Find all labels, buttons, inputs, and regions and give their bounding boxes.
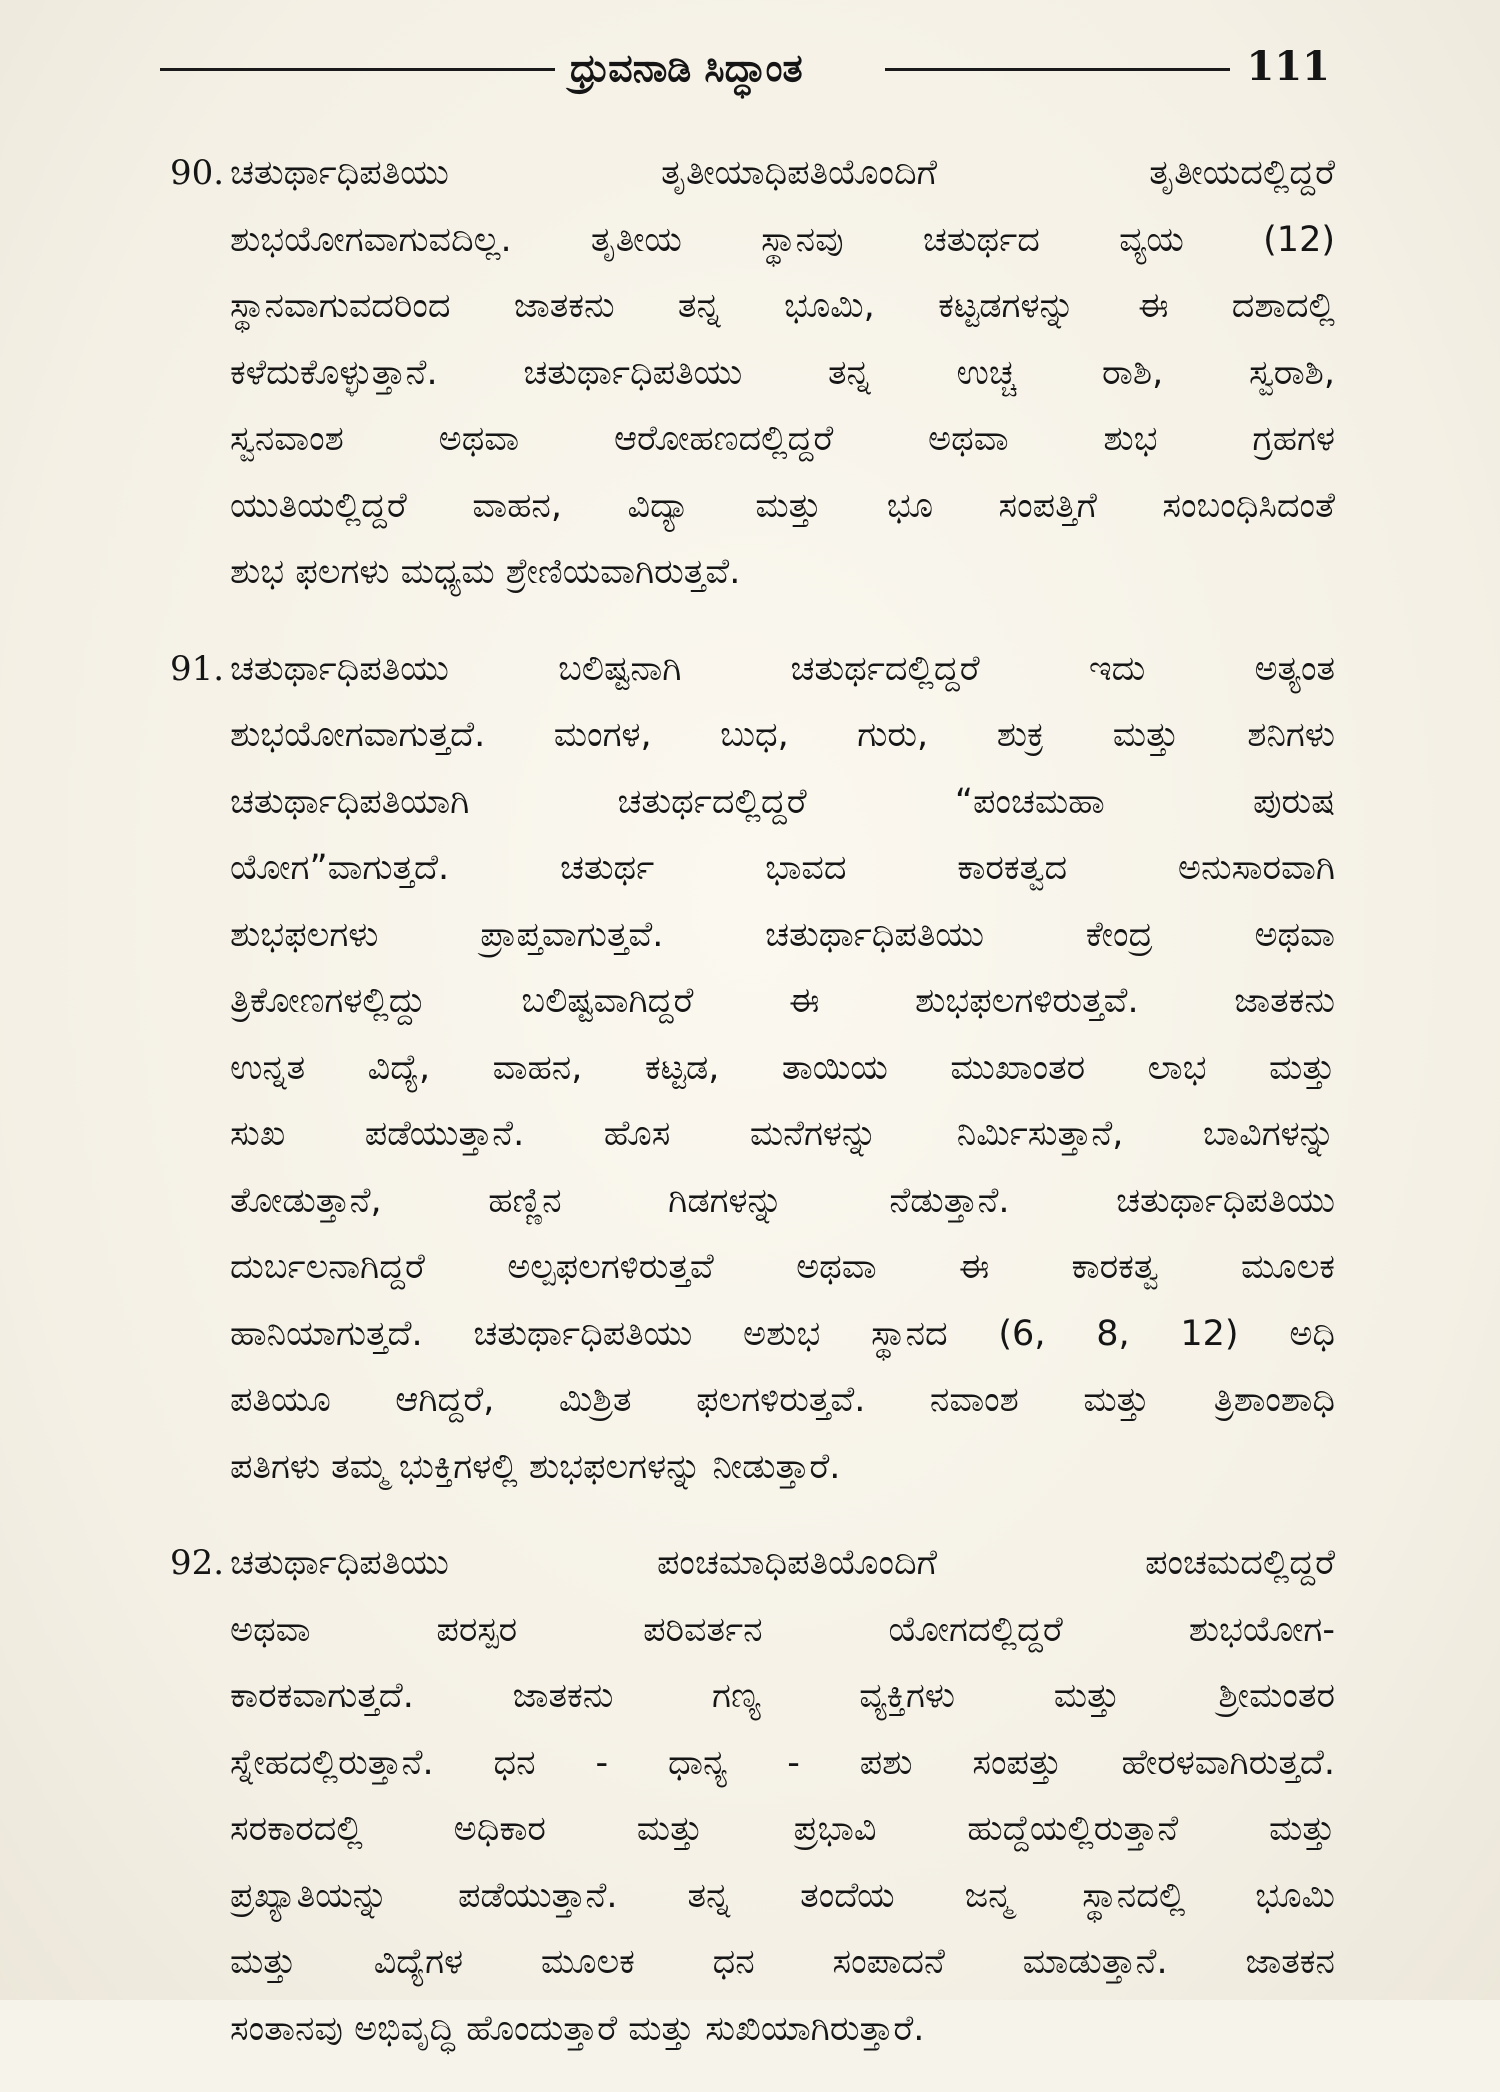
text-line: ಯುತಿಯಲ್ಲಿದ್ದರೆ ವಾಹನ, ವಿದ್ಯಾ ಮತ್ತು ಭೂ ಸಂಪತ್ತಿಗೆ ಸಂಬಂಧಿಸಿದಂತೆ [230,485,1335,526]
text-line: ಶುಭ ಫಲಗಳು ಮಧ್ಯಮ ಶ್ರೇಣಿಯವಾಗಿರುತ್ತವೆ. [230,552,741,592]
text-line: ಸ್ವನವಾಂಶ ಅಥವಾ ಆರೋಹಣದಲ್ಲಿದ್ದರೆ ಅಥವಾ ಶುಭ ಗ್ರಹಗಳ [230,419,1335,459]
text-line: ಶುಭಯೋಗವಾಗುತ್ತದೆ. ಮಂಗಳ, ಬುಧ, ಗುರು, ಶುಕ್ರ ಮತ್ತು ಶನಿಗಳು [230,715,1335,755]
text-line: ಅಥವಾ ಪರಸ್ಪರ ಪರಿವರ್ತನ ಯೋಗದಲ್ಲಿದ್ದರೆ ಶುಭಯೋಗ- [230,1609,1335,1650]
text-line: ಶುಭಯೋಗವಾಗುವದಿಲ್ಲ. ತೃತೀಯ ಸ್ಥಾನವು ಚತುರ್ಥದ ವ್ಯಯ (12) [230,219,1335,260]
text-line: ತೋಡುತ್ತಾನೆ, ಹಣ್ಣಿನ ಗಿಡಗಳನ್ನು ನೆಡುತ್ತಾನೆ. ಚತುರ್ಥಾಧಿಪತಿಯು [230,1180,1335,1221]
running-title: ಧ್ರುವನಾಡಿ ಸಿದ್ಧಾಂತ [570,46,803,90]
text-line: ಚತುರ್ಥಾಧಿಪತಿಯು ಪಂಚಮಾಧಿಪತಿಯೊಂದಿಗೆ ಪಂಚಮದಲ್ಲಿದ್ದರೆ [230,1543,1335,1583]
page-header [160,38,1330,98]
text-line: ಸರಕಾರದಲ್ಲಿ ಅಧಿಕಾರ ಮತ್ತು ಪ್ರಭಾವಿ ಹುದ್ದೆಯಲ್ಲಿರುತ್ತಾನೆ ಮತ್ತು [230,1809,1335,1849]
paragraph-number: 91. [170,648,225,689]
text-line: ಕಳೆದುಕೊಳ್ಳುತ್ತಾನೆ. ಚತುರ್ಥಾಧಿಪತಿಯು ತನ್ನ ಉಚ್ಚ ರಾಶಿ, ಸ್ವರಾಶಿ, [230,352,1335,393]
paragraph-number: 90. [170,153,225,193]
paragraph-number: 92. [170,1543,225,1583]
text-line: ಸ್ನೇಹದಲ್ಲಿರುತ್ತಾನೆ. ಧನ - ಧಾನ್ಯ - ಪಶು ಸಂಪತ್ತು ಹೇರಳವಾಗಿರುತ್ತದೆ. [230,1742,1335,1783]
text-line: ತ್ರಿಕೋಣಗಳಲ್ಲಿದ್ದು ಬಲಿಷ್ಟವಾಗಿದ್ದರೆ ಈ ಶುಭಫಲಗಳಿರುತ್ತವೆ. ಜಾತಕನು [230,981,1335,1021]
text-line: ದುರ್ಬಲನಾಗಿದ್ದರೆ ಅಲ್ಪಫಲಗಳಿರುತ್ತವೆ ಅಥವಾ ಈ ಕಾರಕತ್ವ ಮೂಲಕ [230,1247,1335,1287]
text-line: ಪತಿಗಳು ತಮ್ಮ ಭುಕ್ತಿಗಳಲ್ಲಿ ಶುಭಫಲಗಳನ್ನು ನೀಡುತ್ತಾರೆ. [230,1446,841,1487]
text-line: ಸುಖ ಪಡೆಯುತ್ತಾನೆ. ಹೊಸ ಮನೆಗಳನ್ನು ನಿರ್ಮಿಸುತ್ತಾನೆ, ಬಾವಿಗಳನ್ನು [230,1114,1335,1154]
paragraph-92 [170,1530,1335,2062]
text-line: ಚತುರ್ಥಾಧಿಪತಿಯಾಗಿ ಚತುರ್ಥದಲ್ಲಿದ್ದರೆ “ಪಂಚಮಹಾ ಪುರುಷ [230,781,1335,822]
header-rule-right [885,68,1230,71]
text-line: ಉನ್ನತ ವಿದ್ಯೆ, ವಾಹನ, ಕಟ್ಟಡ, ತಾಯಿಯ ಮುಖಾಂತರ ಲಾಭ ಮತ್ತು [230,1047,1335,1088]
text-line: ಚತುರ್ಥಾಧಿಪತಿಯು ಬಲಿಷ್ಟನಾಗಿ ಚತುರ್ಥದಲ್ಲಿದ್ದರೆ ಇದು ಅತ್ಯಂತ [230,648,1335,689]
text-line: ಹಾನಿಯಾಗುತ್ತದೆ. ಚತುರ್ಥಾಧಿಪತಿಯು ಅಶುಭ ಸ್ಥಾನದ (6, 8, 12) ಅಧಿ [230,1313,1335,1354]
paragraph-90 [170,140,1335,606]
paragraph-91 [170,636,1335,1501]
text-line: ಮತ್ತು ವಿದ್ಯೆಗಳ ಮೂಲಕ ಧನ ಸಂಪಾದನೆ ಮಾಡುತ್ತಾನೆ. ಜಾತಕನ [230,1942,1335,1982]
page-body [170,140,1335,2092]
text-line: ಸ್ಥಾನವಾಗುವದರಿಂದ ಜಾತಕನು ತನ್ನ ಭೂಮಿ, ಕಟ್ಟಡಗಳನ್ನು ಈ ದಶಾದಲ್ಲಿ [230,286,1335,326]
text-line: ಪತಿಯೂ ಆಗಿದ್ದರೆ, ಮಿಶ್ರಿತ ಫಲಗಳಿರುತ್ತವೆ. ನವಾಂಶ ಮತ್ತು ತ್ರಿಶಾಂಶಾಧಿ [230,1380,1335,1420]
header-rule-left [160,68,555,71]
text-line: ಶುಭಫಲಗಳು ಪ್ರಾಪ್ತವಾಗುತ್ತವೆ. ಚತುರ್ಥಾಧಿಪತಿಯು ಕೇಂದ್ರ ಅಥವಾ [230,914,1335,955]
text-line: ಯೋಗ”ವಾಗುತ್ತದೆ. ಚತುರ್ಥ ಭಾವದ ಕಾರಕತ್ವದ ಅನುಸಾರವಾಗಿ [230,848,1335,888]
text-line: ಸಂತಾನವು ಅಭಿವೃದ್ಧಿ ಹೊಂದುತ್ತಾರೆ ಮತ್ತು ಸುಖಿಯಾಗಿರುತ್ತಾರೆ. [230,2008,925,2049]
text-line: ಕಾರಕವಾಗುತ್ತದೆ. ಜಾತಕನು ಗಣ್ಯ ವ್ಯಕ್ತಿಗಳು ಮತ್ತು ಶ್ರೀಮಂತರ [230,1676,1335,1716]
text-line: ಪ್ರಖ್ಯಾತಿಯನ್ನು ಪಡೆಯುತ್ತಾನೆ. ತನ್ನ ತಂದೆಯ ಜನ್ಮ ಸ್ಥಾನದಲ್ಲಿ ಭೂಮಿ [230,1875,1335,1916]
page-number: 111 [1246,43,1330,90]
text-line: ಚತುರ್ಥಾಧಿಪತಿಯು ತೃತೀಯಾಧಿಪತಿಯೊಂದಿಗೆ ತೃತೀಯದಲ್ಲಿದ್ದರೆ [230,153,1335,193]
